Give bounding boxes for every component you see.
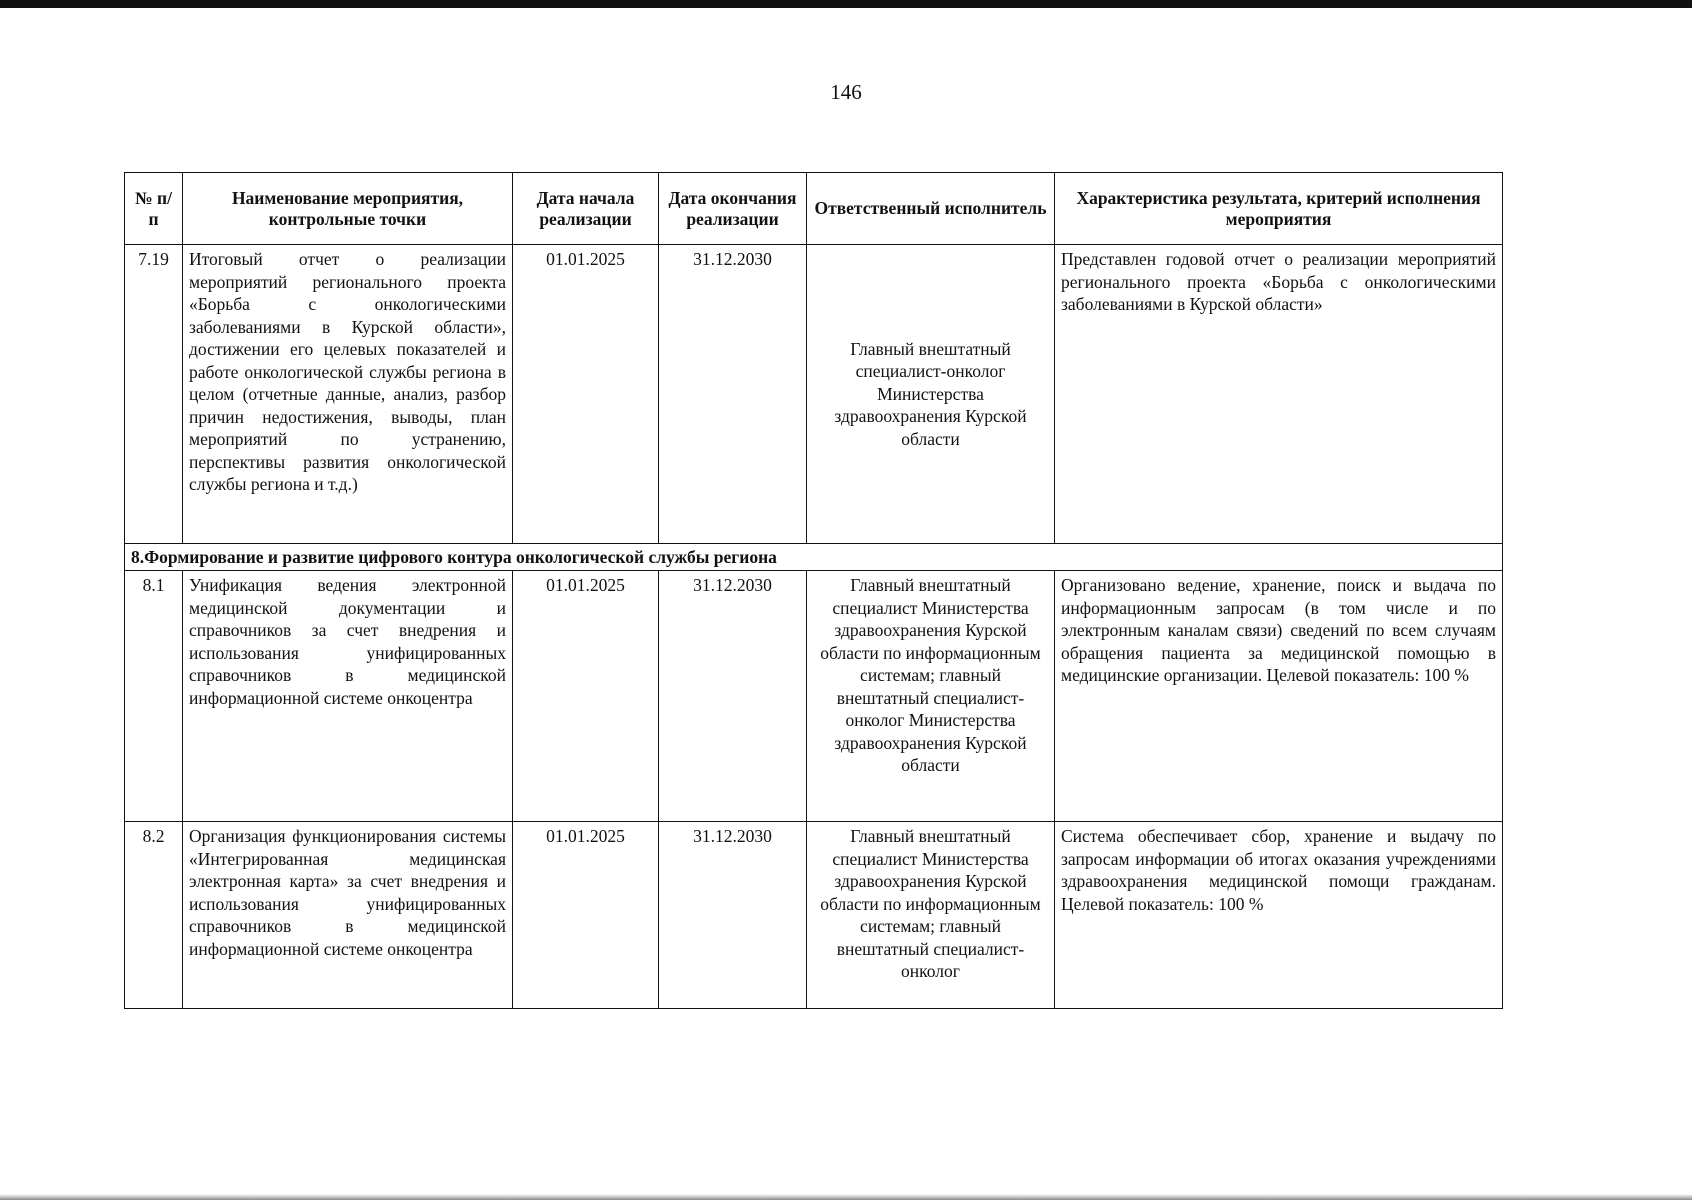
table-header-row xyxy=(125,173,1503,245)
section-heading: 8.Формирование и развитие цифрового контура онкологической службы региона xyxy=(125,544,1503,571)
activity-name: Унификация ведения электронной медицинской документации и справочников за счет внедрения и использования унифицированных справочников в медицинской информационной системе онкоцентра xyxy=(183,571,513,822)
activity-name: Организация функционирования системы «Интегрированная медицинская электронная карта» за счет внедрения и использования унифицированных справочников в медицинской информационной системе онкоцентра xyxy=(183,822,513,1009)
start-date: 01.01.2025 xyxy=(513,571,659,822)
responsible-executor: Главный внештатный специалист-онколог Министерства здравоохранения Курской области xyxy=(807,245,1055,544)
end-date: 31.12.2030 xyxy=(659,571,807,822)
start-date: 01.01.2025 xyxy=(513,822,659,1009)
section-row xyxy=(125,544,1503,571)
header-num: № п/п xyxy=(125,173,183,245)
row-number: 8.2 xyxy=(125,822,183,1009)
end-date: 31.12.2030 xyxy=(659,245,807,544)
activity-name: Итоговый отчет о реализации мероприятий регионального проекта «Борьба с онкологическими заболеваниями в Курской области», достижении его целевых показателей и работе онкологической службы региона в целом (отчетные данные, анализ, разбор причин недостижения, выводы, план мероприятий по устранению, перспективы развития онкологической службы региона и т.д.) xyxy=(183,245,513,544)
page-number: 146 xyxy=(830,80,862,104)
table-row xyxy=(125,822,1503,1009)
header-result: Характеристика результата, критерий исполнения мероприятия xyxy=(1055,173,1503,245)
row-number: 8.1 xyxy=(125,571,183,822)
header-end-date: Дата окончания реализации xyxy=(659,173,807,245)
table-row xyxy=(125,571,1503,822)
row-number: 7.19 xyxy=(125,245,183,544)
header-start-date: Дата начала реализации xyxy=(513,173,659,245)
table-row xyxy=(125,245,1503,544)
responsible-executor: Главный внештатный специалист Министерства здравоохранения Курской области по информационным системам; главный внештатный специалист-онколог Министерства здравоохранения Курской области xyxy=(807,571,1055,822)
scan-top-edge xyxy=(0,0,1692,8)
activities-table xyxy=(124,172,1503,1009)
scan-bottom-edge xyxy=(0,1194,1692,1200)
header-name: Наименование мероприятия, контрольные точки xyxy=(183,173,513,245)
responsible-executor: Главный внештатный специалист Министерства здравоохранения Курской области по информационным системам; главный внештатный специалист-онколог xyxy=(807,822,1055,1009)
result-description: Организовано ведение, хранение, поиск и выдача по информационным запросам (в том числе и по электронным каналам связи) сведений по всем случаям обращения пациента за медицинской помощью в медицинские организации. Целевой показатель: 100 % xyxy=(1055,571,1503,822)
result-description: Представлен годовой отчет о реализации мероприятий регионального проекта «Борьба с онкологическими заболеваниями в Курской области» xyxy=(1055,245,1503,544)
start-date: 01.01.2025 xyxy=(513,245,659,544)
result-description: Система обеспечивает сбор, хранение и выдачу по запросам информации об итогах оказания учреждениями здравоохранения медицинской помощи гражданам. Целевой показатель: 100 % xyxy=(1055,822,1503,1009)
header-responsible: Ответственный исполнитель xyxy=(807,173,1055,245)
end-date: 31.12.2030 xyxy=(659,822,807,1009)
